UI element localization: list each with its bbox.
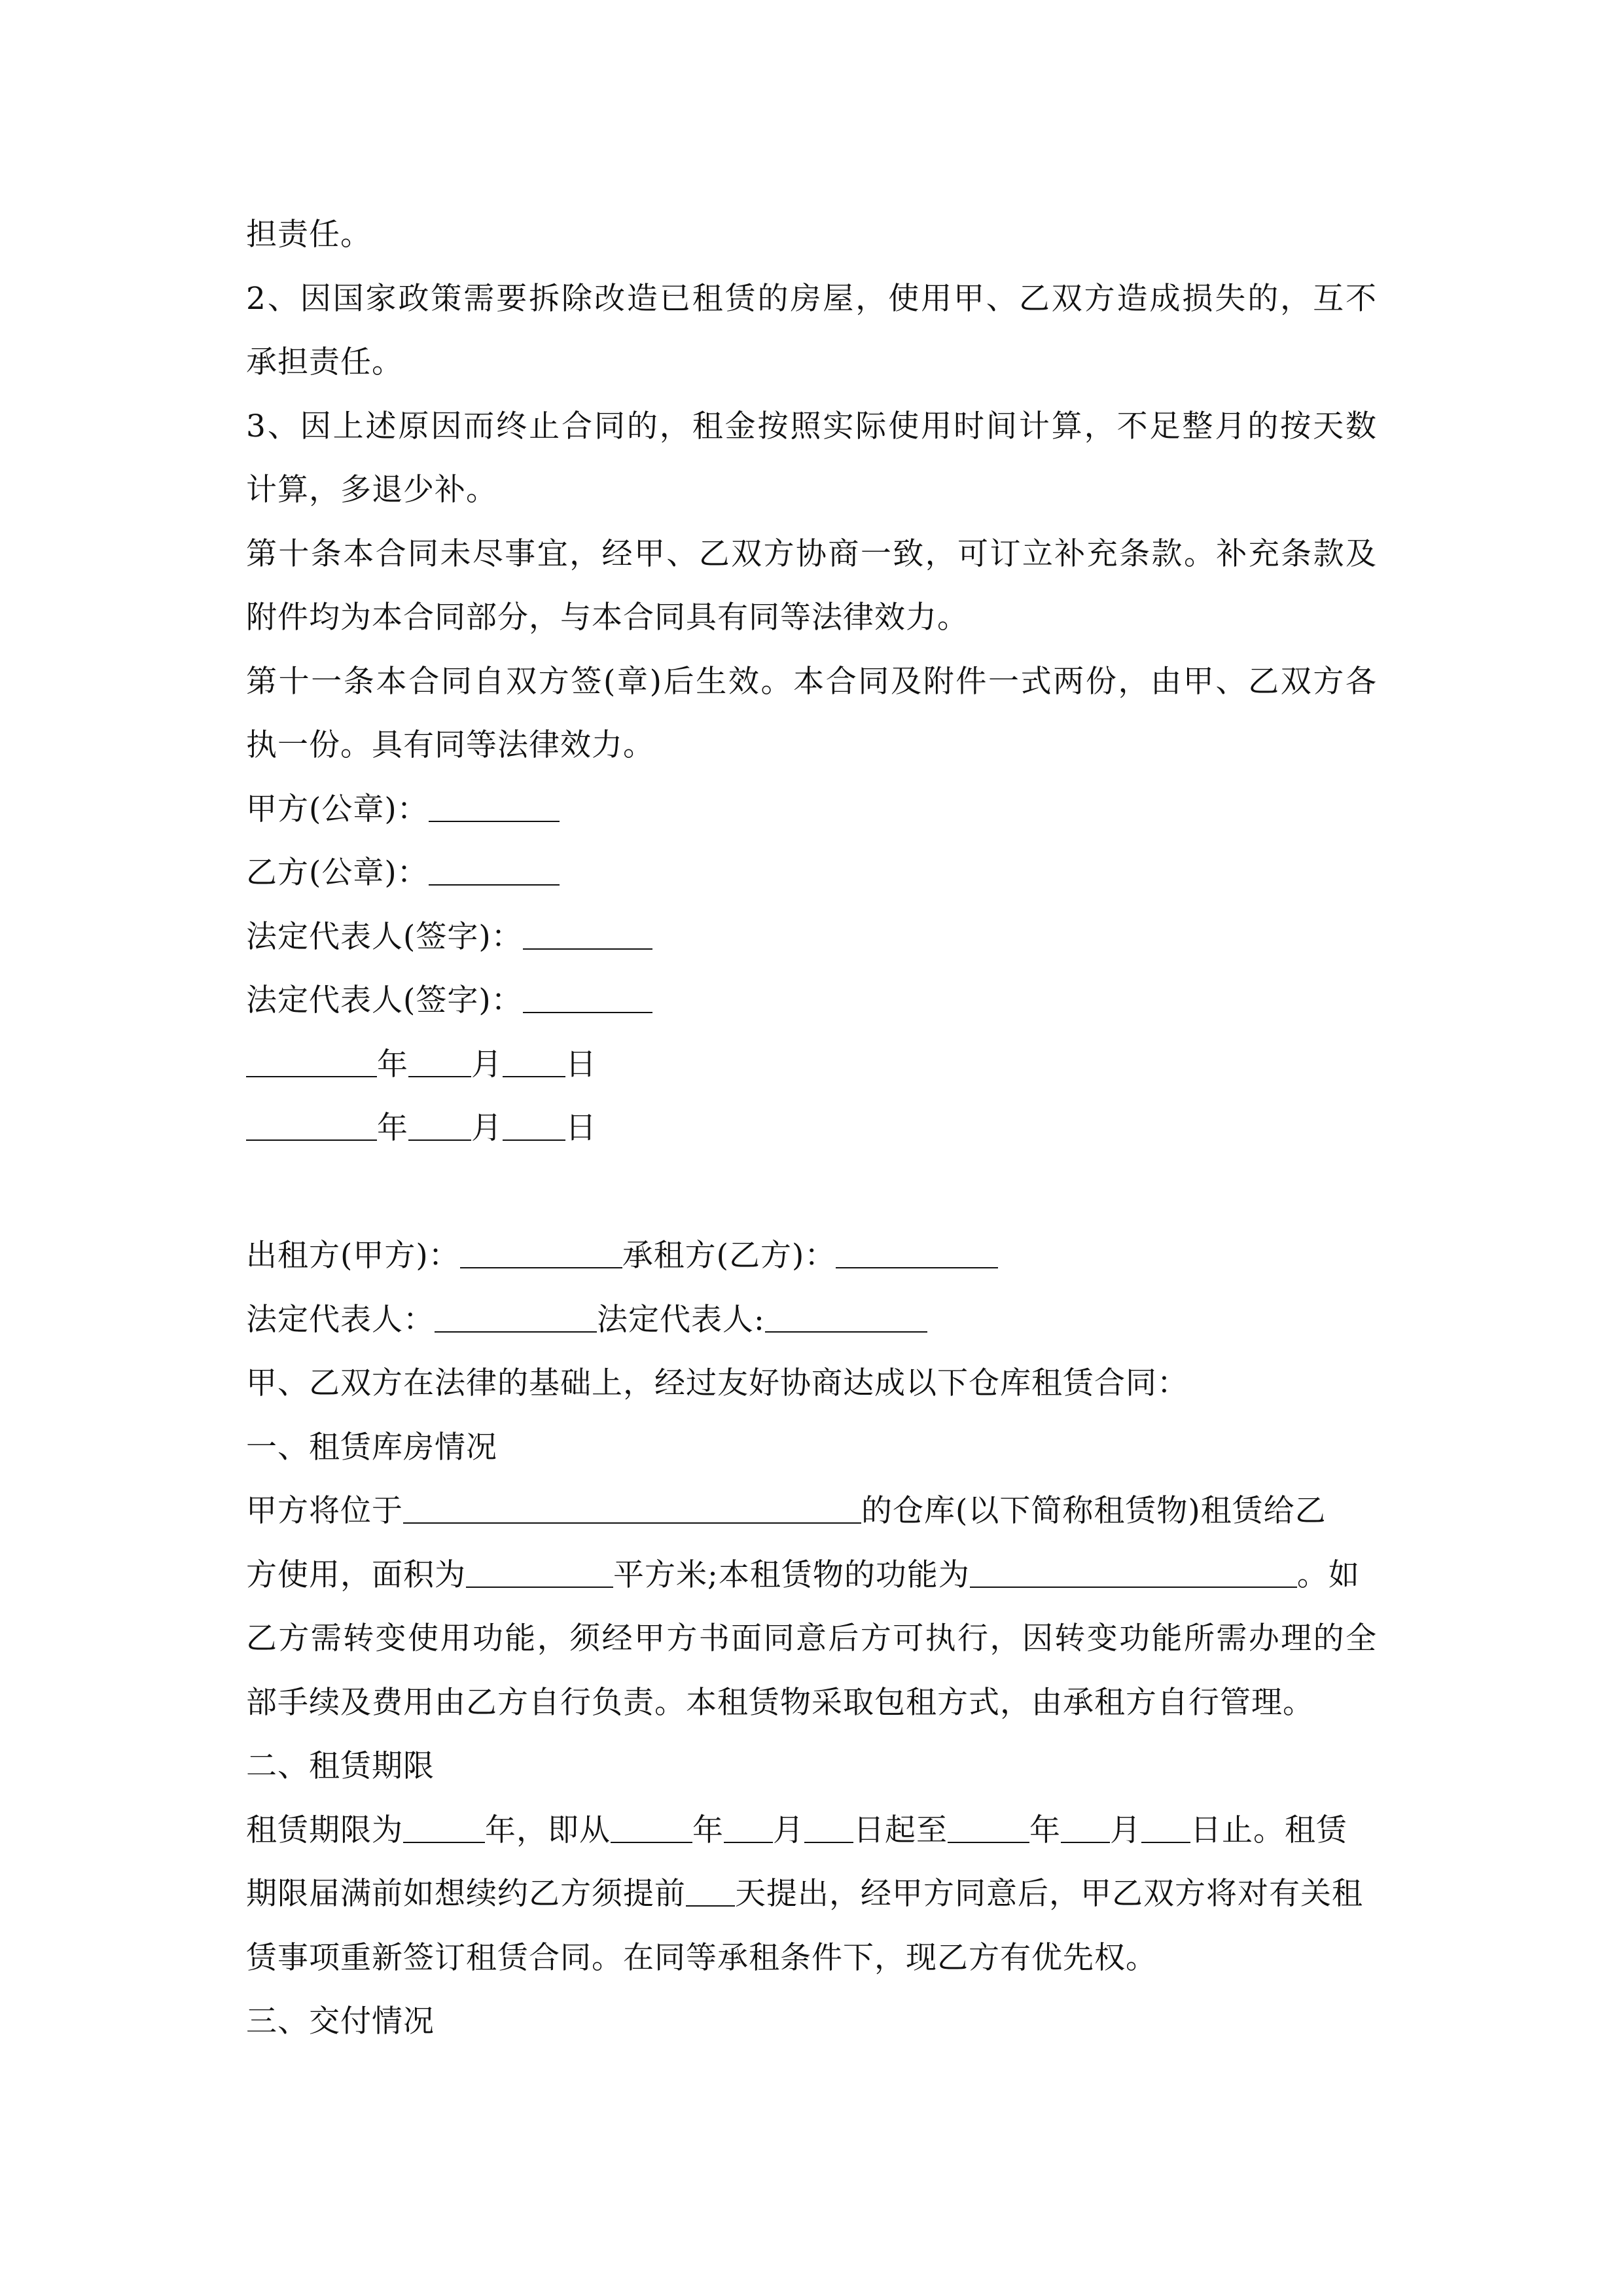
- text: 承担责任。: [246, 344, 403, 380]
- text: 3、因上述原因而终止合同的，租金按照实际使用时间计算，不足整月的按天数: [246, 408, 1377, 444]
- blank-field: [523, 983, 652, 1013]
- blank-field: [403, 1813, 485, 1843]
- text: 平方米;本租赁物的功能为: [613, 1556, 970, 1593]
- text-line: [246, 331, 1377, 395]
- text-line: [246, 395, 1377, 459]
- text: 日起至: [853, 1812, 948, 1848]
- text: 月: [773, 1812, 804, 1848]
- text: 年: [1029, 1812, 1061, 1848]
- section-heading: [246, 1734, 1377, 1799]
- text: 月: [1110, 1812, 1141, 1848]
- text-line: [246, 713, 1377, 778]
- blank-field: [611, 1813, 692, 1843]
- blank-field: [460, 1238, 622, 1268]
- text-line: [246, 522, 1377, 586]
- text: 。如: [1296, 1556, 1360, 1593]
- blank-field: [836, 1238, 998, 1268]
- blank-field: [1061, 1813, 1110, 1843]
- text: 的仓库(以下简称租赁物)租赁给乙: [861, 1493, 1327, 1529]
- text: 年，即从: [485, 1812, 611, 1848]
- blank-field: [246, 1111, 377, 1141]
- label: 法定代表人:: [597, 1301, 765, 1338]
- text-line: [246, 1799, 1377, 1863]
- text: 甲、乙双方在法律的基础上，经过友好协商达成以下仓库租赁合同：: [246, 1365, 1188, 1401]
- blank-field: [503, 1047, 565, 1077]
- label: 法定代表人(签字)：: [246, 918, 523, 955]
- text: 一、租赁库房情况: [246, 1429, 497, 1465]
- label: 年: [377, 1046, 408, 1083]
- text: 租赁期限为: [246, 1812, 403, 1848]
- blank-field: [765, 1302, 927, 1333]
- blank-field: [408, 1047, 471, 1077]
- text: 期限届满前如想续约乙方须提前: [246, 1876, 686, 1912]
- text-line: [246, 1671, 1377, 1735]
- text-line: [246, 203, 1377, 267]
- blank-field: [429, 855, 560, 886]
- blank-field: [435, 1302, 597, 1333]
- text: 第十一条本合同自双方签(章)后生效。本合同及附件一式两份，由甲、乙双方各: [246, 663, 1377, 700]
- blank-field: [804, 1813, 853, 1843]
- blank-field: [724, 1813, 773, 1843]
- text-line: [246, 586, 1377, 650]
- signature-party-a-seal: [246, 778, 1377, 842]
- text: 乙方需转变使用功能，须经甲方书面同意后方可执行，因转变功能所需办理的全: [246, 1621, 1377, 1657]
- text: 2、因国家政策需要拆除改造已租赁的房屋，使用甲、乙双方造成损失的，互不: [246, 280, 1377, 317]
- label: 日: [565, 1110, 597, 1146]
- text: 担责任。: [246, 217, 372, 253]
- text: 三、交付情况: [246, 2003, 435, 2039]
- section-heading: [246, 1416, 1377, 1480]
- text-line: [246, 1926, 1377, 1990]
- text: 方使用，面积为: [246, 1556, 466, 1593]
- blank-field: [429, 792, 560, 822]
- blank-field: [948, 1813, 1029, 1843]
- label: 日: [565, 1046, 597, 1083]
- label: 月: [471, 1110, 503, 1146]
- text-line: [246, 458, 1377, 522]
- text-line: [246, 1479, 1377, 1543]
- text: 日止。租赁: [1190, 1812, 1347, 1848]
- text-line: [246, 1352, 1377, 1416]
- text-line: [246, 1607, 1377, 1671]
- text: 二、租赁期限: [246, 1748, 435, 1784]
- blank-field: [503, 1111, 565, 1141]
- text: 计算，多退少补。: [246, 472, 497, 508]
- party-line: [246, 1224, 1377, 1288]
- text: 执一份。具有同等法律效力。: [246, 727, 654, 763]
- label: 出租方(甲方)：: [246, 1238, 460, 1274]
- blank-field: [970, 1558, 1297, 1588]
- contract-text: [246, 203, 1377, 2054]
- date-line: [246, 1033, 1377, 1097]
- date-line: [246, 1096, 1377, 1160]
- blank-field: [686, 1876, 735, 1907]
- label: 乙方(公章)：: [246, 855, 429, 891]
- text-line: [246, 650, 1377, 714]
- section-heading: [246, 1990, 1377, 2054]
- blank-field: [1141, 1813, 1190, 1843]
- signature-party-b-seal: [246, 841, 1377, 905]
- text: 甲方将位于: [246, 1493, 403, 1529]
- label: 月: [471, 1046, 503, 1083]
- label: 甲方(公章)：: [246, 791, 429, 827]
- text: 附件均为本合同部分，与本合同具有同等法律效力。: [246, 600, 969, 636]
- label: 法定代表人(签字)：: [246, 982, 523, 1018]
- text: 天提出，经甲方同意后，甲乙双方将对有关租: [735, 1876, 1363, 1912]
- signature-legal-rep-1: [246, 905, 1377, 969]
- text: 第十条本合同未尽事宜，经甲、乙双方协商一致，可订立补充条款。补充条款及: [246, 535, 1377, 572]
- blank-field: [466, 1558, 613, 1588]
- spacer: [246, 1160, 1377, 1225]
- label: 承租方(乙方)：: [622, 1238, 836, 1274]
- signature-legal-rep-2: [246, 969, 1377, 1033]
- text: 赁事项重新签订租赁合同。在同等承租条件下，现乙方有优先权。: [246, 1939, 1157, 1976]
- text: 部手续及费用由乙方自行负责。本租赁物采取包租方式，由承租方自行管理。: [246, 1684, 1314, 1721]
- text-line: [246, 1543, 1377, 1607]
- blank-field: [408, 1111, 471, 1141]
- blank-field: [246, 1047, 377, 1077]
- label: 年: [377, 1110, 408, 1146]
- legal-rep-line: [246, 1288, 1377, 1352]
- blank-field: [403, 1494, 861, 1524]
- text-line: [246, 267, 1377, 331]
- label: 法定代表人：: [246, 1301, 435, 1338]
- blank-field: [523, 920, 652, 950]
- text-line: [246, 1862, 1377, 1926]
- text: 年: [692, 1812, 724, 1848]
